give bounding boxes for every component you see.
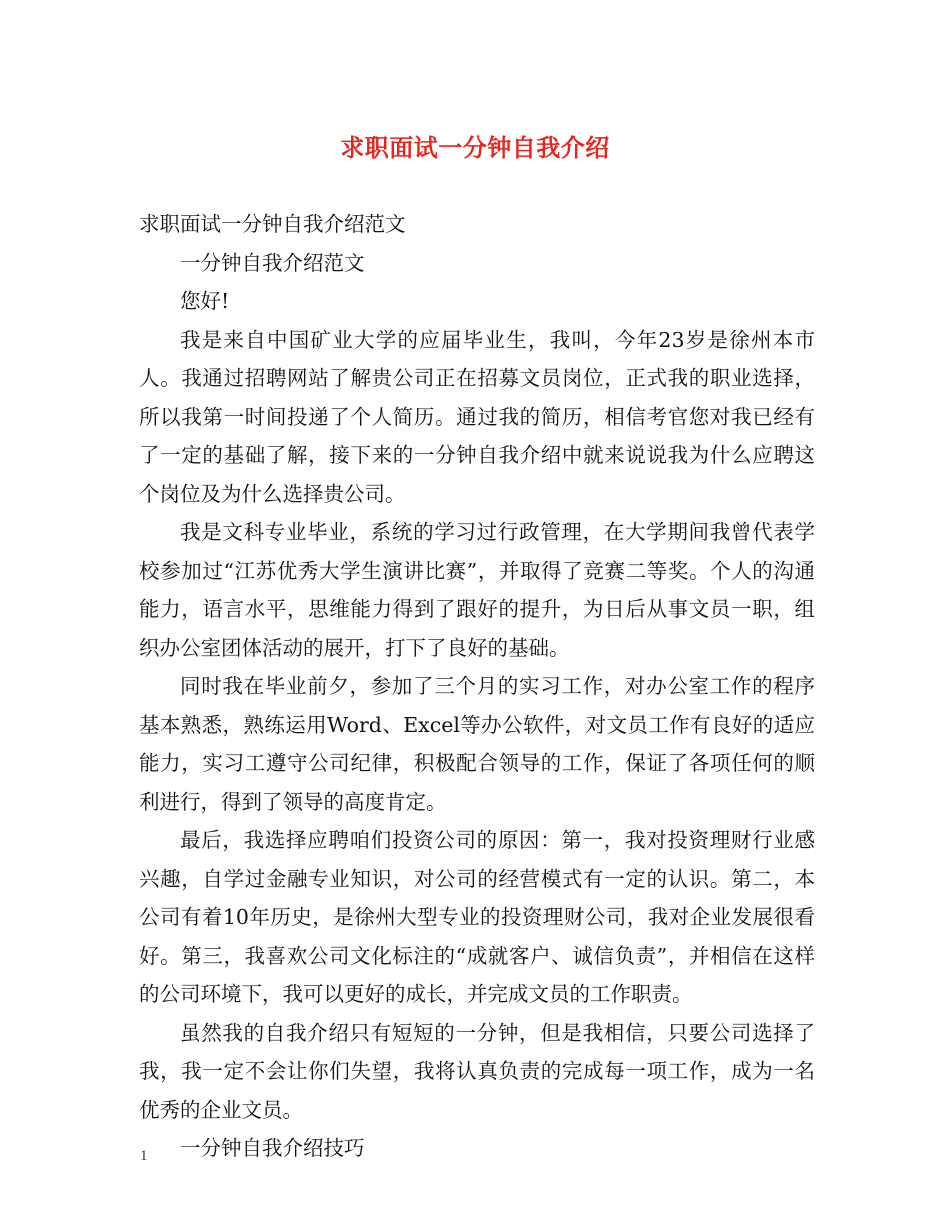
greeting-paragraph: 您好! [180,289,230,313]
page-number: 1 [140,1148,148,1164]
reasons-paragraph: 最后，我选择应聘咱们投资公司的原因：第一，我对投资理财行业感兴趣，自学过金融专业知识，对公司的经营模式有一定的认识。第二，本公司有着10年历史，是徐州大型专业的投资理财公司，我对企业发展很看好。第三，我喜欢公司文化标注的“成就客户、诚信负责”，并相信在这样的公司环境下，我可以更好的成长，并完成文员的工作职责。 [139,828,815,1006]
document-title: 求职面试一分钟自我介绍 [340,133,610,162]
tips-heading-paragraph: 一分钟自我介绍技巧 [180,1136,365,1160]
subheading-paragraph: 一分钟自我介绍范文 [180,250,365,275]
closing-paragraph: 虽然我的自我介绍只有短短的一分钟，但是我相信，只要公司选择了我，我一定不会让你们失望，我将认真负责的完成每一项工作，成为一名优秀的企业文员。 [139,1020,815,1122]
intro-paragraph: 我是来自中国矿业大学的应届毕业生，我叫，今年23岁是徐州本市人。我通过招聘网站了解贵公司正在招募文员岗位，正式我的职业选择，所以我第一时间投递了个人简历。通过我的简历，相信考官您对我已经有了一定的基础了解，接下来的一分钟自我介绍中就来说说我为什么应聘这个岗位及为什么选择贵公司。 [139,327,815,506]
internship-paragraph: 同时我在毕业前夕，参加了三个月的实习工作，对办公室工作的程序基本熟悉，熟练运用Word、Excel等办公软件，对文员工作有良好的适应能力，实习工遵守公司纪律，积极配合领导的工作，保证了各项任何的顺利进行，得到了领导的高度肯定。 [139,674,815,814]
education-paragraph: 我是文科专业毕业，系统的学习过行政管理，在大学期间我曾代表学校参加过“江苏优秀大学生演讲比赛”，并取得了竞赛二等奖。个人的沟通能力，语言水平，思维能力得到了跟好的提升，为日后从事文员一职，组织办公室团体活动的展开，打下了良好的基础。 [139,520,815,660]
document-body [139,205,815,1168]
heading-paragraph: 求职面试一分钟自我介绍范文 [139,212,406,236]
